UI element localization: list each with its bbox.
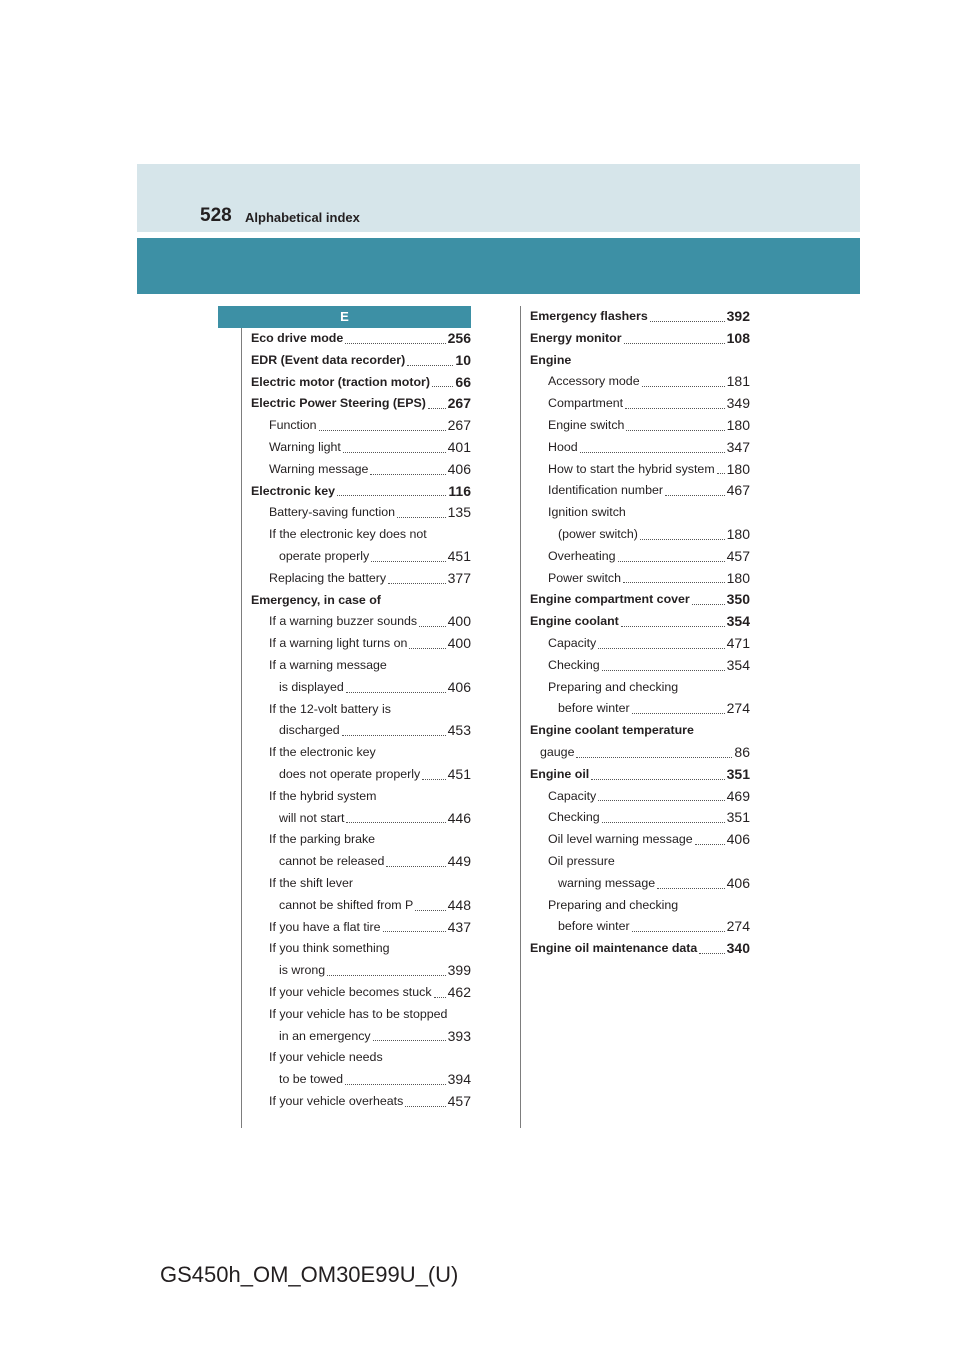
dot-leader <box>345 343 445 344</box>
index-entry <box>530 829 750 851</box>
index-entry <box>251 437 471 459</box>
index-entry <box>530 546 750 568</box>
index-entry-page[interactable]: 135 <box>447 504 471 521</box>
index-entry-label: Identification number <box>548 483 664 498</box>
index-entry-label: Oil level warning message <box>548 832 693 847</box>
index-entry-label: Ignition switch <box>548 505 626 520</box>
index-entry-page[interactable]: 377 <box>447 569 471 586</box>
dot-leader <box>388 583 446 584</box>
index-entry-label: If the parking brake <box>269 832 376 847</box>
index-entry <box>251 982 471 1004</box>
index-entry-label: Engine coolant <box>530 614 619 629</box>
index-entry-label: (power switch) <box>558 526 638 541</box>
dot-leader <box>371 561 445 562</box>
index-entry-label: If a warning buzzer sounds <box>269 614 418 629</box>
dot-leader <box>602 822 725 823</box>
index-entry-page[interactable]: 451 <box>447 547 471 564</box>
index-entry <box>530 306 750 328</box>
index-entry-page[interactable]: 400 <box>447 635 471 652</box>
dot-leader <box>345 1084 446 1085</box>
index-entry <box>530 480 750 502</box>
index-entry <box>251 786 471 808</box>
dot-leader <box>598 800 724 801</box>
index-entry-label: If your vehicle overheats <box>269 1093 404 1108</box>
dot-leader <box>422 779 445 780</box>
index-entry-label: Power switch <box>548 570 621 585</box>
index-entry <box>251 459 471 481</box>
index-entry-page[interactable]: 340 <box>726 940 750 957</box>
index-entry-label: EDR (Event data recorder) <box>251 352 406 367</box>
index-entry-label: If a warning message <box>269 657 387 672</box>
dot-leader <box>373 1040 446 1041</box>
index-entry-page[interactable]: 10 <box>455 351 471 368</box>
index-entry-label: If the electronic key <box>269 745 376 760</box>
index-entry-page[interactable]: 347 <box>726 438 750 455</box>
dot-leader <box>657 888 725 889</box>
index-entry-label: Warning message <box>269 461 369 476</box>
dot-leader <box>415 910 445 911</box>
index-entry-page[interactable]: 394 <box>447 1071 471 1088</box>
index-entry-label: If a warning light turns on <box>269 636 408 651</box>
index-entry-label: If your vehicle becomes stuck <box>269 984 432 999</box>
index-entry <box>530 916 750 938</box>
index-entry-page[interactable]: 354 <box>726 656 750 673</box>
dot-leader <box>632 931 725 932</box>
index-entry-label: If you have a flat tire <box>269 919 381 934</box>
index-entry-list <box>530 306 750 960</box>
index-entry <box>530 764 750 786</box>
index-entry-page[interactable]: 467 <box>726 482 750 499</box>
dot-leader <box>419 626 446 627</box>
index-entry-page[interactable]: 116 <box>448 482 471 499</box>
index-entry <box>251 415 471 437</box>
header-accent-bar <box>137 238 860 294</box>
index-entry-page[interactable]: 457 <box>726 547 750 564</box>
index-entry-label: Engine <box>530 352 572 367</box>
dot-leader <box>397 517 446 518</box>
index-entry-label: Compartment <box>548 396 624 411</box>
index-entry <box>251 611 471 633</box>
index-entry-page[interactable]: 399 <box>447 962 471 979</box>
index-entry-label: Electronic key <box>251 483 336 498</box>
index-entry-page[interactable]: 66 <box>455 373 471 390</box>
index-entry <box>251 917 471 939</box>
index-entry-page[interactable]: 451 <box>447 765 471 782</box>
dot-leader <box>699 953 724 954</box>
index-entry-label: Capacity <box>548 788 597 803</box>
index-entry <box>530 350 750 372</box>
index-entry <box>530 873 750 895</box>
dot-leader <box>319 430 446 431</box>
index-entry-label: is wrong <box>279 963 326 978</box>
index-entry-page[interactable]: 180 <box>726 525 750 542</box>
index-entry <box>251 481 471 503</box>
index-entry-page[interactable]: 350 <box>726 591 750 608</box>
index-entry <box>530 459 750 481</box>
index-entry <box>530 786 750 808</box>
index-entry-label: in an emergency <box>279 1028 371 1043</box>
dot-leader <box>343 452 446 453</box>
index-entry-label: Electric motor (traction motor) <box>251 374 430 389</box>
index-entry-label: is displayed <box>279 679 344 694</box>
dot-leader <box>434 997 446 998</box>
index-entry <box>530 437 750 459</box>
index-entry <box>251 633 471 655</box>
index-entry <box>530 938 750 960</box>
index-entry-label: before winter <box>558 919 630 934</box>
index-entry <box>251 1047 471 1069</box>
index-entry-label: Energy monitor <box>530 330 622 345</box>
index-entry <box>530 633 750 655</box>
index-entry-label: Electric Power Steering (EPS) <box>251 396 426 411</box>
column-divider-left <box>241 306 242 1128</box>
index-entry-label: If the 12-volt battery is <box>269 701 391 716</box>
index-column-right <box>530 306 750 960</box>
dot-leader <box>695 844 725 845</box>
index-entry-label: If your vehicle has to be stopped <box>269 1006 448 1021</box>
index-entry <box>251 350 471 372</box>
dot-leader <box>598 648 724 649</box>
index-entry-page[interactable]: 406 <box>726 831 750 848</box>
dot-leader <box>428 408 446 409</box>
index-entry-label: cannot be released <box>279 854 385 869</box>
index-entry-label: operate properly <box>279 548 370 563</box>
dot-leader <box>346 822 445 823</box>
index-entry <box>530 677 750 699</box>
index-entry-list <box>251 328 471 1113</box>
index-entry-page[interactable]: 406 <box>447 460 471 477</box>
index-entry-page[interactable]: 86 <box>734 743 750 760</box>
index-entry <box>251 764 471 786</box>
index-entry-page[interactable]: 462 <box>447 983 471 1000</box>
index-entry <box>251 720 471 742</box>
page-number: 528 <box>200 205 232 226</box>
dot-leader <box>665 495 725 496</box>
index-entry <box>530 611 750 633</box>
index-entry-page[interactable]: 354 <box>726 613 750 630</box>
index-entry <box>251 829 471 851</box>
index-entry <box>251 502 471 524</box>
index-entry <box>251 960 471 982</box>
index-entry <box>251 393 471 415</box>
dot-leader <box>640 539 725 540</box>
index-entry-label: Checking <box>548 810 600 825</box>
index-entry-label: Checking <box>548 657 600 672</box>
index-entry-label: Preparing and checking <box>548 897 679 912</box>
index-entry <box>251 677 471 699</box>
index-entry-page[interactable]: 256 <box>447 330 471 346</box>
index-entry-label: Engine oil <box>530 766 590 781</box>
index-entry-label: Battery-saving function <box>269 505 396 520</box>
index-entry <box>530 524 750 546</box>
dot-leader <box>409 648 445 649</box>
dot-leader <box>618 561 725 562</box>
dot-leader <box>591 779 724 780</box>
index-entry-label: Capacity <box>548 635 597 650</box>
dot-leader <box>383 931 446 932</box>
index-entry-label: Eco drive mode <box>251 331 344 345</box>
index-entry <box>530 720 750 742</box>
index-entry-label: before winter <box>558 701 630 716</box>
index-entry-label: discharged <box>279 723 340 738</box>
index-entry <box>251 655 471 677</box>
index-column-left <box>251 306 471 1113</box>
index-entry-page[interactable]: 469 <box>726 787 750 804</box>
index-entry-label: If the shift lever <box>269 875 354 890</box>
dot-leader <box>602 670 725 671</box>
index-entry-label: gauge <box>540 744 575 759</box>
index-entry <box>530 502 750 524</box>
index-entry <box>530 589 750 611</box>
index-entry <box>251 938 471 960</box>
index-entry <box>251 524 471 546</box>
index-entry <box>530 655 750 677</box>
index-entry-label: If the hybrid system <box>269 788 377 803</box>
dot-leader <box>386 866 445 867</box>
section-title: Alphabetical index <box>245 210 360 225</box>
dot-leader <box>642 386 725 387</box>
index-entry <box>530 851 750 873</box>
index-entry-label: If your vehicle needs <box>269 1050 383 1065</box>
index-entry <box>251 328 471 350</box>
index-entry-label: Overheating <box>548 548 616 563</box>
dot-leader <box>327 975 446 976</box>
index-entry <box>251 568 471 590</box>
index-entry-page[interactable]: 448 <box>447 896 471 913</box>
dot-leader <box>342 735 446 736</box>
index-entry-label: warning message <box>558 875 656 890</box>
index-entry-page[interactable]: 449 <box>447 853 471 870</box>
index-entry-page[interactable]: 180 <box>726 460 750 477</box>
document-footer: GS450h_OM_OM30E99U_(U) <box>160 1262 459 1287</box>
index-entry-label: to be towed <box>279 1072 344 1087</box>
index-entry <box>251 851 471 873</box>
index-entry <box>530 371 750 393</box>
dot-leader <box>576 757 732 758</box>
index-entry-page[interactable]: 471 <box>726 634 750 651</box>
index-entry-page[interactable]: 406 <box>447 678 471 695</box>
index-entry-page[interactable]: 267 <box>447 417 471 434</box>
index-entry <box>530 393 750 415</box>
index-entry-label: Preparing and checking <box>548 679 679 694</box>
dot-leader <box>692 604 725 605</box>
index-entry <box>530 328 750 350</box>
dot-leader <box>632 713 725 714</box>
index-entry-label: Warning light <box>269 439 341 454</box>
index-entry <box>530 895 750 917</box>
index-entry-page[interactable]: 406 <box>726 874 750 891</box>
index-entry-page[interactable]: 108 <box>726 329 750 346</box>
dot-leader <box>625 408 725 409</box>
index-entry <box>530 742 750 764</box>
index-entry <box>530 807 750 829</box>
index-entry-page[interactable]: 453 <box>447 722 471 739</box>
dot-leader <box>337 495 446 496</box>
index-entry-page[interactable]: 437 <box>447 918 471 935</box>
index-entry <box>251 895 471 917</box>
index-entry <box>251 699 471 721</box>
letter-section-header: E <box>218 306 471 328</box>
index-entry <box>251 1091 471 1113</box>
index-entry <box>251 590 471 612</box>
index-entry-label: Engine compartment cover <box>530 592 690 607</box>
dot-leader <box>370 474 445 475</box>
index-entry-label: Replacing the battery <box>269 570 387 585</box>
column-divider-right <box>520 306 521 1128</box>
index-entry-page[interactable]: 274 <box>726 918 750 935</box>
index-entry-page[interactable]: 392 <box>726 308 750 324</box>
dot-leader <box>624 343 725 344</box>
index-entry-label: Engine coolant temperature <box>530 723 694 738</box>
dot-leader <box>432 386 453 387</box>
index-entry <box>530 415 750 437</box>
dot-leader <box>650 321 725 322</box>
index-entry-label: Accessory mode <box>548 374 640 389</box>
dot-leader <box>621 626 725 627</box>
index-entry-label: Function <box>269 418 317 433</box>
index-entry <box>251 1004 471 1026</box>
index-entry-page[interactable]: 400 <box>447 613 471 630</box>
index-entry-label: How to start the hybrid system <box>548 461 715 476</box>
index-entry-page[interactable]: 349 <box>726 395 750 412</box>
index-entry-page[interactable]: 267 <box>447 395 471 412</box>
index-entry-page[interactable]: 351 <box>726 765 750 782</box>
dot-leader <box>407 365 453 366</box>
index-entry-page[interactable]: 457 <box>447 1092 471 1109</box>
index-entry-label: Emergency, in case of <box>251 592 381 607</box>
index-entry-label: Oil pressure <box>548 853 615 868</box>
index-entry-page[interactable]: 446 <box>447 809 471 826</box>
dot-leader <box>580 452 725 453</box>
index-entry <box>251 372 471 394</box>
index-entry <box>251 873 471 895</box>
index-entry-label: Engine switch <box>548 417 625 432</box>
index-entry-label: Engine oil maintenance data <box>530 941 698 956</box>
index-entry <box>251 1026 471 1048</box>
index-entry-page[interactable]: 393 <box>447 1027 471 1044</box>
dot-leader <box>626 430 724 431</box>
index-entry-label: cannot be shifted from P <box>279 897 414 912</box>
dot-leader <box>405 1106 445 1107</box>
dot-leader <box>623 582 725 583</box>
index-entry <box>251 1069 471 1091</box>
index-entry-page[interactable]: 180 <box>726 416 750 433</box>
index-entry-label: If you think something <box>269 941 390 956</box>
index-entry <box>251 742 471 764</box>
index-entry-label: If the electronic key does not <box>269 527 427 542</box>
index-entry-label: will not start <box>279 810 345 825</box>
index-entry-page[interactable]: 274 <box>726 700 750 717</box>
index-entry <box>530 698 750 720</box>
index-entry-label: does not operate properly <box>279 766 421 781</box>
dot-leader <box>346 692 446 693</box>
index-entry-page[interactable]: 180 <box>726 569 750 586</box>
index-entry <box>251 546 471 568</box>
index-entry <box>530 568 750 590</box>
index-entry-label: Hood <box>548 439 578 454</box>
dot-leader <box>717 473 725 474</box>
index-entry-page[interactable]: 401 <box>447 438 471 455</box>
index-entry <box>251 808 471 830</box>
index-entry-page[interactable]: 351 <box>726 809 750 826</box>
index-entry-page[interactable]: 181 <box>726 373 750 390</box>
index-entry-label: Emergency flashers <box>530 309 648 323</box>
